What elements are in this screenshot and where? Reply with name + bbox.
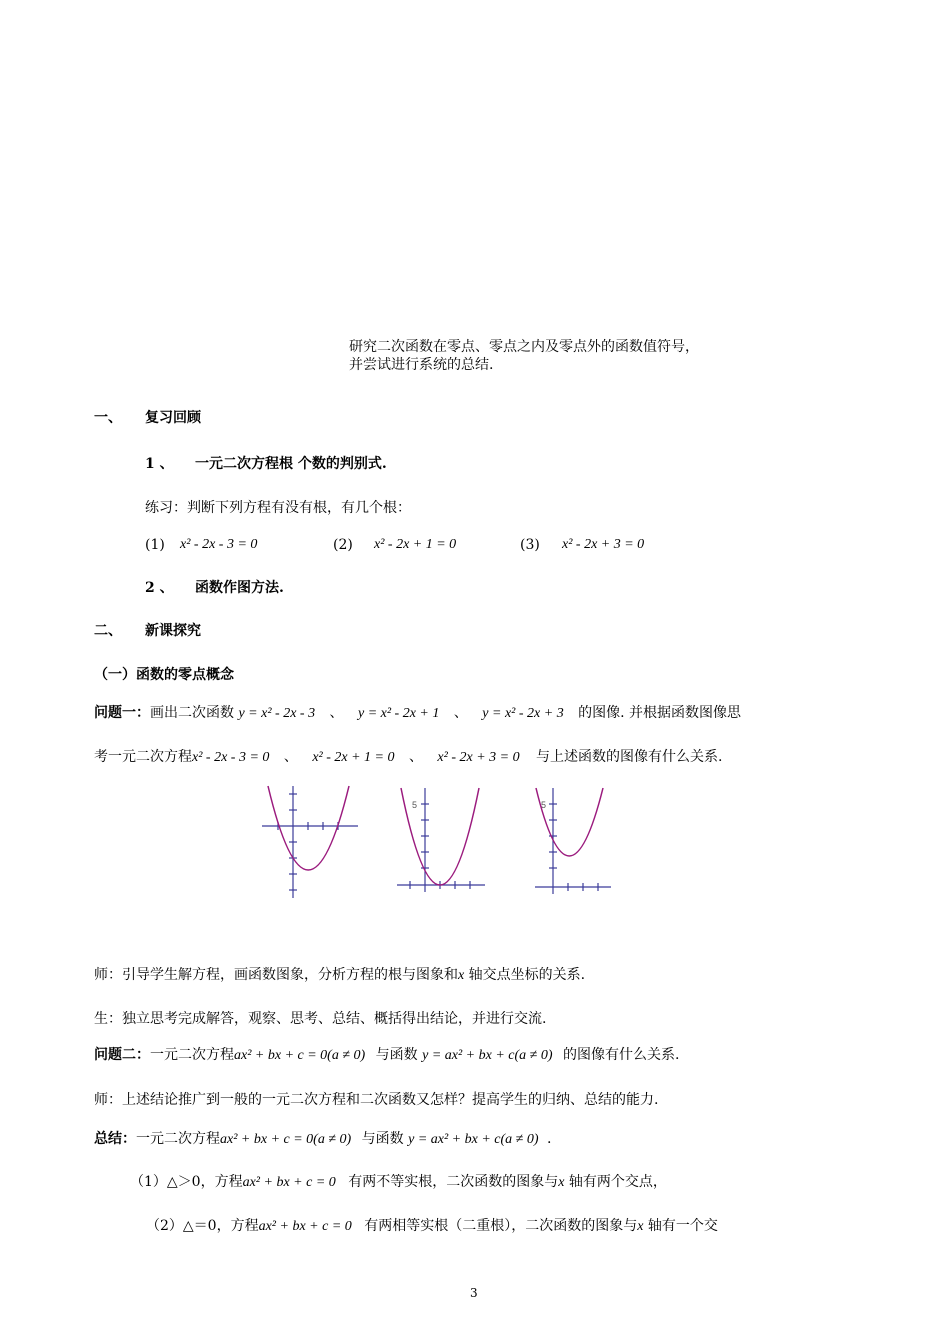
teacher-1-end: 轴交点坐标的关系. (468, 967, 586, 983)
problem-2-text-b: 与函数 (375, 1047, 418, 1063)
exercise-eq1-label: (1) (145, 537, 165, 553)
graph-2 (395, 784, 487, 894)
exercise-eq3: x² - 2x + 3 = 0 (562, 537, 645, 552)
problem-1-sep1: 、 (329, 705, 344, 721)
student-line-1: 生：独立思考完成解答，观察、思考、总结、概括得出结论，并进行交流. (94, 1011, 547, 1027)
section-2-title: 新课探究 (145, 623, 201, 639)
problem-2-func: y = ax² + bx + c(a ≠ 0) (422, 1048, 553, 1063)
objective-line-1: 研究二次函数在零点、零点之内及零点外的函数值符号， (349, 339, 699, 355)
exercise-eq1: x² - 2x - 3 = 0 (180, 537, 258, 552)
case-1-prefix: （1）△＞0，方程 (130, 1174, 243, 1190)
teacher-line-1 (94, 966, 585, 985)
summary-text-a: 一元二次方程 (136, 1131, 220, 1147)
graph-3 (533, 784, 613, 896)
teacher-1-x: x (458, 968, 465, 983)
exercise-eq2-label: (2) (333, 537, 353, 553)
item-1-title: 一元二次方程根 个数的判别式. (195, 456, 387, 472)
problem-1-e1: x² - 2x - 3 = 0 (192, 750, 270, 765)
case-1-x: x (558, 1175, 565, 1190)
problem-1-text-a: 画出二次函数 (150, 705, 234, 721)
problem-1-e2: x² - 2x + 1 = 0 (312, 750, 395, 765)
exercise-eq3-label: (3) (520, 537, 540, 553)
problem-1-text-b: 的图像. 并根据函数图像思 (578, 705, 742, 721)
graph-3-axes (535, 788, 611, 894)
teacher-line-2: 师：上述结论推广到一般的一元二次方程和二次函数又怎样？提高学生的归纳、总结的能力. (94, 1092, 659, 1108)
subsection-title: （一）函数的零点概念 (94, 667, 234, 683)
problem-1-line-1 (94, 704, 741, 723)
case-2-text-c: 轴有一个交 (647, 1218, 718, 1234)
summary-eq: ax² + bx + c = 0(a ≠ 0) (220, 1132, 352, 1147)
summary-label: 总结： (94, 1131, 136, 1147)
problem-2-text-c: 的图像有什么关系. (562, 1047, 680, 1063)
graph-1-axes (262, 786, 358, 898)
problem-1-sep2: 、 (453, 705, 468, 721)
case-1-eq: ax² + bx + c = 0 (242, 1175, 336, 1190)
graph-2-tick-label: 5 (412, 800, 418, 810)
problem-2-line (94, 1046, 679, 1065)
problem-2-text-a: 一元二次方程 (150, 1047, 234, 1063)
summary-line (94, 1130, 551, 1149)
problem-1-label: 问题一： (94, 705, 150, 721)
section-1-title: 复习回顾 (145, 410, 201, 426)
problem-2-label: 问题二： (94, 1047, 150, 1063)
case-1-line (130, 1173, 667, 1192)
case-1-text-c: 轴有两个交点， (568, 1174, 667, 1190)
problem-1-f2: y = x² - 2x + 1 (357, 706, 440, 721)
graph-3-tick-label: 5 (541, 800, 547, 810)
problem-1-line-2 (94, 748, 723, 767)
item-2-title: 函数作图方法. (195, 580, 284, 596)
section-2-number: 二、 (94, 623, 122, 639)
graph-2-axes (397, 788, 485, 892)
page-number: 3 (470, 1286, 478, 1300)
case-1-text-b: 有两不等实根，二次函数的图象与 (348, 1174, 559, 1190)
case-2-eq: ax² + bx + c = 0 (258, 1219, 352, 1234)
problem-1-f3: y = x² - 2x + 3 (482, 706, 564, 721)
case-2-prefix: （2）△＝0，方程 (146, 1218, 259, 1234)
item-2-number: 2 、 (145, 580, 174, 596)
section-1-number: 一、 (94, 410, 122, 426)
problem-2-eq: ax² + bx + c = 0(a ≠ 0) (234, 1048, 366, 1063)
problem-1-text-c: 考一元二次方程 (94, 749, 192, 765)
summary-text-b: 与函数 (361, 1131, 404, 1147)
objective-line-2: 并尝试进行系统的总结. (349, 357, 494, 373)
problem-1-sep4: 、 (408, 749, 423, 765)
problem-1-f1: y = x² - 2x - 3 (238, 706, 316, 721)
item-1-number: 1 、 (145, 456, 174, 472)
summary-end: . (546, 1131, 552, 1147)
case-2-x: x (637, 1219, 644, 1234)
case-2-text-b: 有两相等实根（二重根），二次函数的图象与 (364, 1218, 638, 1234)
problem-1-e3: x² - 2x + 3 = 0 (437, 750, 520, 765)
problem-1-sep3: 、 (283, 749, 298, 765)
graph-3-parabola (536, 788, 603, 856)
graph-1 (260, 784, 360, 900)
teacher-1-text: 师：引导学生解方程，画函数图象，分析方程的根与图象和 (94, 967, 458, 983)
case-2-line (146, 1217, 718, 1236)
exercise-eq2: x² - 2x + 1 = 0 (374, 537, 457, 552)
exercise-prompt: 练习：判断下列方程有没有根，有几个根： (145, 500, 411, 516)
summary-func: y = ax² + bx + c(a ≠ 0) (408, 1132, 539, 1147)
problem-1-text-d: 与上述函数的图像有什么关系. (536, 749, 723, 765)
